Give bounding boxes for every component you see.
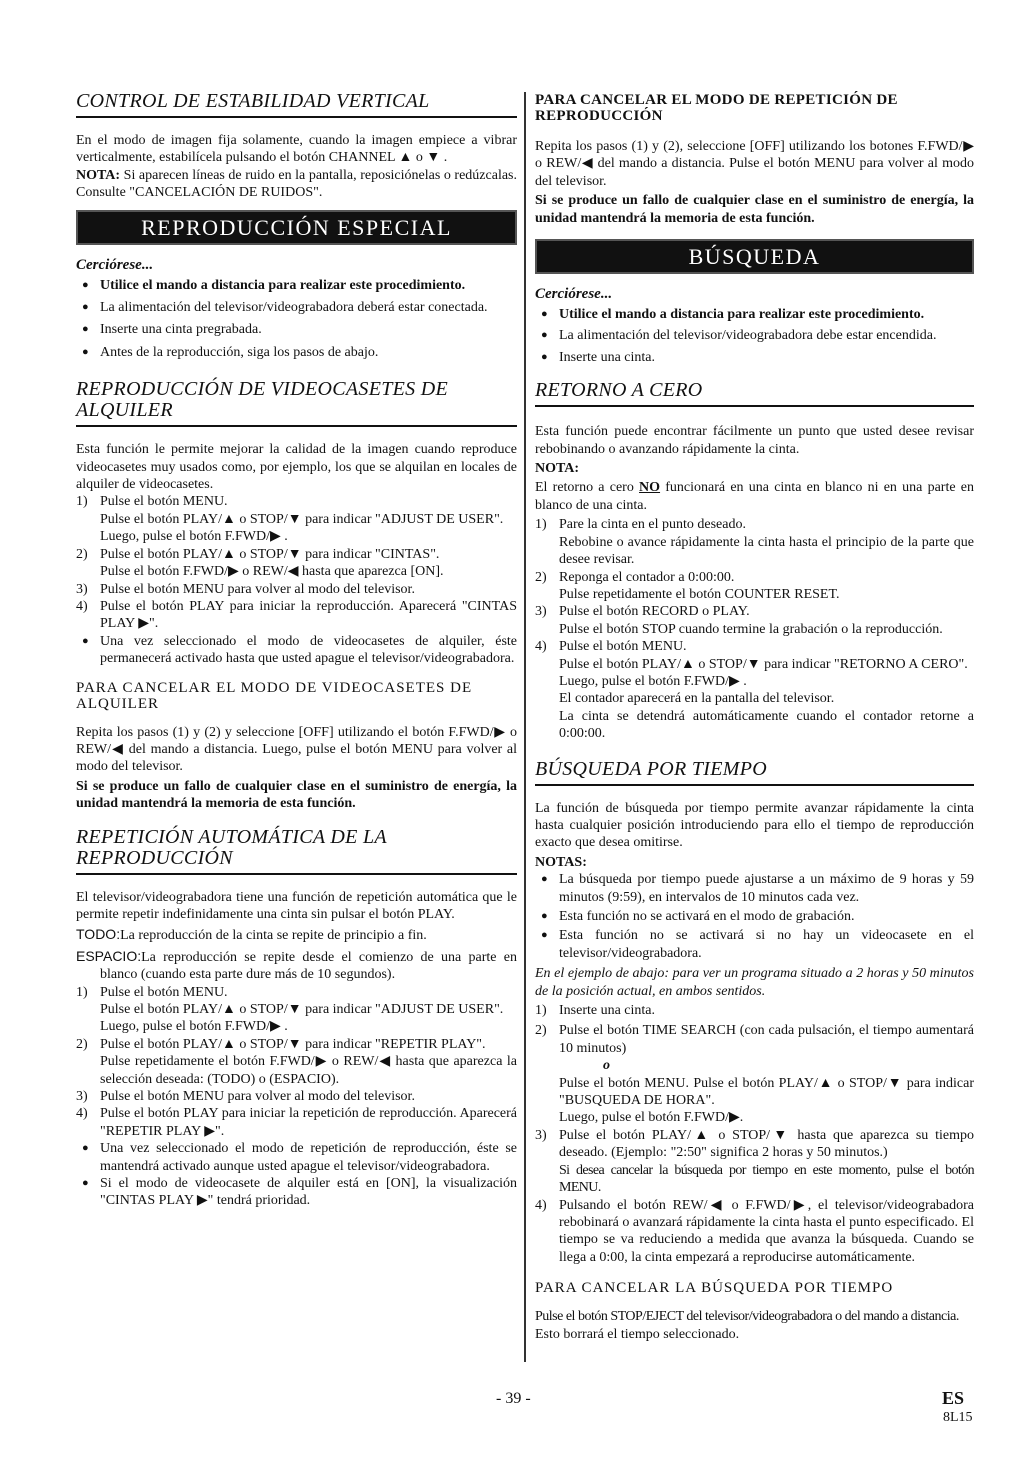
- list-item: ● La búsqueda por tiempo puede ajustarse a un máximo de 9 horas y 59 minutos (9:59), en intervalos de 10 minutos cada vez.: [535, 871, 974, 906]
- step-item: 4) Pulse el botón PLAY para iniciar la reproducción. Aparecerá "CINTAS PLAY ▶".: [76, 598, 517, 632]
- step-item: 1) Inserte una cinta.: [535, 1003, 656, 1019]
- notas-list: [535, 871, 974, 962]
- busqueda-steps: [535, 1002, 974, 1266]
- step-item: 4) Pulse el botón MENU. Pulse el botón PLAY/▲ o STOP/▼ para indicar "RETORNO A CERO". Luego, pulse el botón F.FWD/▶ . El contador aparecerá en la pantalla del televisor. La cinta se detendrá automáticamente cuando el contador retorne a 0:00:00.: [535, 639, 974, 742]
- banner-reproduccion-especial: REPRODUCCIÓN ESPECIAL: [76, 210, 517, 245]
- paragraph-cancelar-alquiler: Repita los pasos (1) y (2) y seleccione [OFF] utilizando el botón F.FWD/▶ o REW/◀ del mando a distancia. Luego, pulse el botón MENU para volver al modo del televisor.: [76, 724, 517, 775]
- step-item: 4) Pulse el botón PLAY para iniciar la repetición de reproducción. Aparecerá "REPETIR PLAY ▶".: [76, 1106, 517, 1139]
- paragraph-ejemplo: En el ejemplo de abajo: para ver un programa situado a 2 horas y 50 minutos de la posición actual, en ambos sentidos.: [535, 966, 974, 999]
- heading-cancelar-busqueda: PARA CANCELAR LA BÚSQUEDA POR TIEMPO: [535, 1280, 894, 1297]
- alquiler-bullet: [76, 633, 517, 668]
- right-column: [535, 86, 974, 1343]
- list-item: ● Una vez seleccionado el modo de videocasetes de alquiler, éste permanecerá activado hasta que usted apague el televisor/videograbadora.: [76, 633, 517, 668]
- list-item: ● Utilice el mando a distancia para realizar este procedimiento.: [76, 277, 517, 294]
- cerciorese-list: [535, 306, 974, 366]
- cerciorese-label: Cerciórese...: [535, 286, 613, 303]
- column-divider: [524, 92, 526, 1362]
- list-item: ● Inserte una cinta pregrabada.: [76, 321, 517, 338]
- paragraph-busqueda-tiempo: La función de búsqueda por tiempo permite avanzar rápidamente la cinta hasta cualquier posición introduciendo para ello el tiempo de reproducción exacto que desea omitirse.: [535, 800, 974, 851]
- step-item: 3) Pulse el botón MENU para volver al modo del televisor.: [76, 581, 415, 597]
- list-item: ● Inserte una cinta.: [535, 349, 974, 366]
- heading-cancelar-alquiler: PARA CANCELAR EL MODO DE VIDEOCASETES DE ALQUILER: [76, 679, 473, 712]
- paragraph-todo: TODO:La reproducción de la cinta se repite de principio a fin.: [76, 926, 427, 944]
- step-item: 2) Pulse el botón TIME SEARCH (con cada pulsación, el tiempo aumentará 10 minutos) o Pulse el botón MENU. Pulse el botón PLAY/▲ o STOP/▼ para indicar "BUSQUEDA DE HORA". Luego, pulse el botón F.FWD/▶.: [535, 1023, 974, 1126]
- step-item: 1) Pulse el botón MENU. Pulse el botón PLAY/▲ o STOP/▼ para indicar "ADJUST DE USER". Luego, pulse el botón F.FWD/▶ .: [76, 494, 504, 545]
- language-code: ES: [942, 1388, 965, 1408]
- cerciorese-label: Cerciórese...: [76, 256, 154, 273]
- paragraph-espacio: ESPACIO:La reproducción se repite desde el comienzo de una parte en blanco (cuando esta parte dure más de 10 segundos).: [76, 947, 517, 983]
- step-item: 2) Pulse el botón PLAY/▲ o STOP/▼ para indicar "REPETIR PLAY". Pulse repetidamente el botón F.FWD/▶ o REW/◀ hasta que aparezca la selección deseada: (TODO) o (ESPACIO).: [76, 1036, 517, 1087]
- step-item: 3) Pulse el botón RECORD o PLAY. Pulse el botón STOP cuando termine la grabación o la reproducción.: [535, 604, 943, 637]
- banner-busqueda: BÚSQUEDA: [535, 239, 974, 274]
- nota-label: NOTA:: [535, 461, 580, 477]
- list-item: ● Si el modo de videocasete de alquiler está en [ON], la visualización "CINTAS PLAY ▶" tendrá prioridad.: [76, 1175, 517, 1210]
- left-column: [76, 86, 517, 1210]
- heading-retorno-cero: RETORNO A CERO: [535, 380, 974, 407]
- repeticion-bullets: [76, 1140, 517, 1210]
- list-item: ● La alimentación del televisor/videograbadora deberá estar conectada.: [76, 299, 517, 316]
- alquiler-steps: [76, 493, 517, 632]
- retorno-steps: [535, 516, 974, 742]
- step-item: 1) Pulse el botón MENU. Pulse el botón PLAY/▲ o STOP/▼ para indicar "ADJUST DE USER". Luego, pulse el botón F.FWD/▶ .: [76, 984, 504, 1035]
- model-code: 8L15: [943, 1410, 973, 1425]
- repeticion-steps: [76, 984, 517, 1141]
- paragraph-nota: El retorno a cero NO funcionará en una cinta en blanco ni en una parte en blanco de una cinta.: [535, 480, 974, 513]
- heading-control-estabilidad: CONTROL DE ESTABILIDAD VERTICAL: [76, 91, 517, 118]
- list-item: ● Esta función no se activará si no hay un videocasete en el televisor/videograbadora.: [535, 927, 974, 962]
- list-item: ● Esta función no se activará en el modo de grabación.: [535, 908, 974, 925]
- paragraph-control-nota: NOTA: Si aparecen líneas de ruido en la pantalla, reposiciónelas o redúzcalas. Consulte "CANCELACIÓN DE RUIDOS".: [76, 167, 517, 201]
- paragraph-alquiler: Esta función le permite mejorar la calidad de la imagen cuando reproduce videocasetes muy usados como, por ejemplo, los que se alquilan en locales de alquiler de videocasetes.: [76, 442, 517, 493]
- paragraph-borrar-tiempo: Esto borrará el tiempo seleccionado.: [535, 1326, 740, 1342]
- list-item: ● Utilice el mando a distancia para realizar este procedimiento.: [535, 306, 974, 323]
- page-number: - 39 -: [496, 1390, 531, 1407]
- paragraph-control: En el modo de imagen fija solamente, cuando la imagen empiece a vibrar verticalmente, estabilícela pulsando el botón CHANNEL ▲ o ▼ .: [76, 133, 517, 166]
- step-item: 2) Pulse el botón PLAY/▲ o STOP/▼ para indicar "CINTAS". Pulse el botón F.FWD/▶ o REW/◀ hasta que aparezca [ON].: [76, 546, 444, 580]
- list-item: ● Antes de la reproducción, siga los pasos de abajo.: [76, 344, 517, 361]
- paragraph-cancelar-busqueda: Pulse el botón STOP/EJECT del televisor/videograbadora o del mando a distancia.: [535, 1309, 959, 1325]
- step-item: 4) Pulsando el botón REW/◀ o F.FWD/▶, el televisor/videograbadora rebobinará o avanzará rápidamente la cinta hasta el punto especificado. El tiempo se va reduciendo a medida que avanza la búsqueda. Cuando se llega a 0:00, la cinta empezará a reproducirse automáticamente.: [535, 1197, 974, 1265]
- paragraph-repeticion: El televisor/videograbadora tiene una función de repetición automática que le permite repetir indefinidamente una cinta sin pulsar el botón PLAY.: [76, 889, 517, 922]
- heading-repeticion-automatica: REPETICIÓN AUTOMÁTICA DE LA REPRODUCCIÓN: [76, 827, 517, 875]
- paragraph-memoria-repeticion: Si se produce un fallo de cualquier clase en el suministro de energía, la unidad mantendrá la memoria de esta función.: [535, 193, 974, 226]
- heading-videocasetes-alquiler: REPRODUCCIÓN DE VIDEOCASETES DE ALQUILER: [76, 379, 517, 427]
- notas-label: NOTAS:: [535, 854, 587, 870]
- step-item: 1) Pare la cinta en el punto deseado. Rebobine o avance rápidamente la cinta hasta el principio de la parte que desee revisar.: [535, 517, 974, 568]
- list-item: ● La alimentación del televisor/videograbadora debe estar encendida.: [535, 327, 974, 344]
- paragraph-cancelar-repeticion: Repita los pasos (1) y (2), seleccione [OFF] utilizando los botones F.FWD/▶ o REW/◀ del mando a distancia. Pulse el botón MENU para volver al modo del televisor.: [535, 139, 974, 189]
- paragraph-retorno: Esta función puede encontrar fácilmente un punto que usted desee revisar rebobinando o avanzando rápidamente la cinta.: [535, 424, 974, 457]
- step-item: 3) Pulse el botón MENU para volver al modo del televisor.: [76, 1089, 415, 1105]
- heading-busqueda-tiempo: BÚSQUEDA POR TIEMPO: [535, 759, 974, 786]
- list-item: ● Una vez seleccionado el modo de repetición de reproducción, éste se mantendrá activado aunque usted apague el televisor/videograbadora.: [76, 1140, 517, 1175]
- step-item: 3) Pulse el botón PLAY/▲ o STOP/▼ hasta que aparezca su tiempo deseado. (Ejemplo: "2:50" significa 2 horas y 50 minutos.) Si desea cancelar la búsqueda por tiempo en este momento, pulse el botón MENU.: [535, 1127, 974, 1196]
- paragraph-memoria-alquiler: Si se produce un fallo de cualquier clase en el suministro de energía, la unidad mantendrá la memoria de esta función.: [76, 778, 517, 812]
- step-item: 2) Reponga el contador a 0:00:00. Pulse repetidamente el botón COUNTER RESET.: [535, 569, 840, 602]
- heading-cancelar-repeticion: PARA CANCELAR EL MODO DE REPETICIÓN DE REPRODUCCIÓN: [535, 92, 898, 124]
- cerciorese-list: [76, 277, 517, 362]
